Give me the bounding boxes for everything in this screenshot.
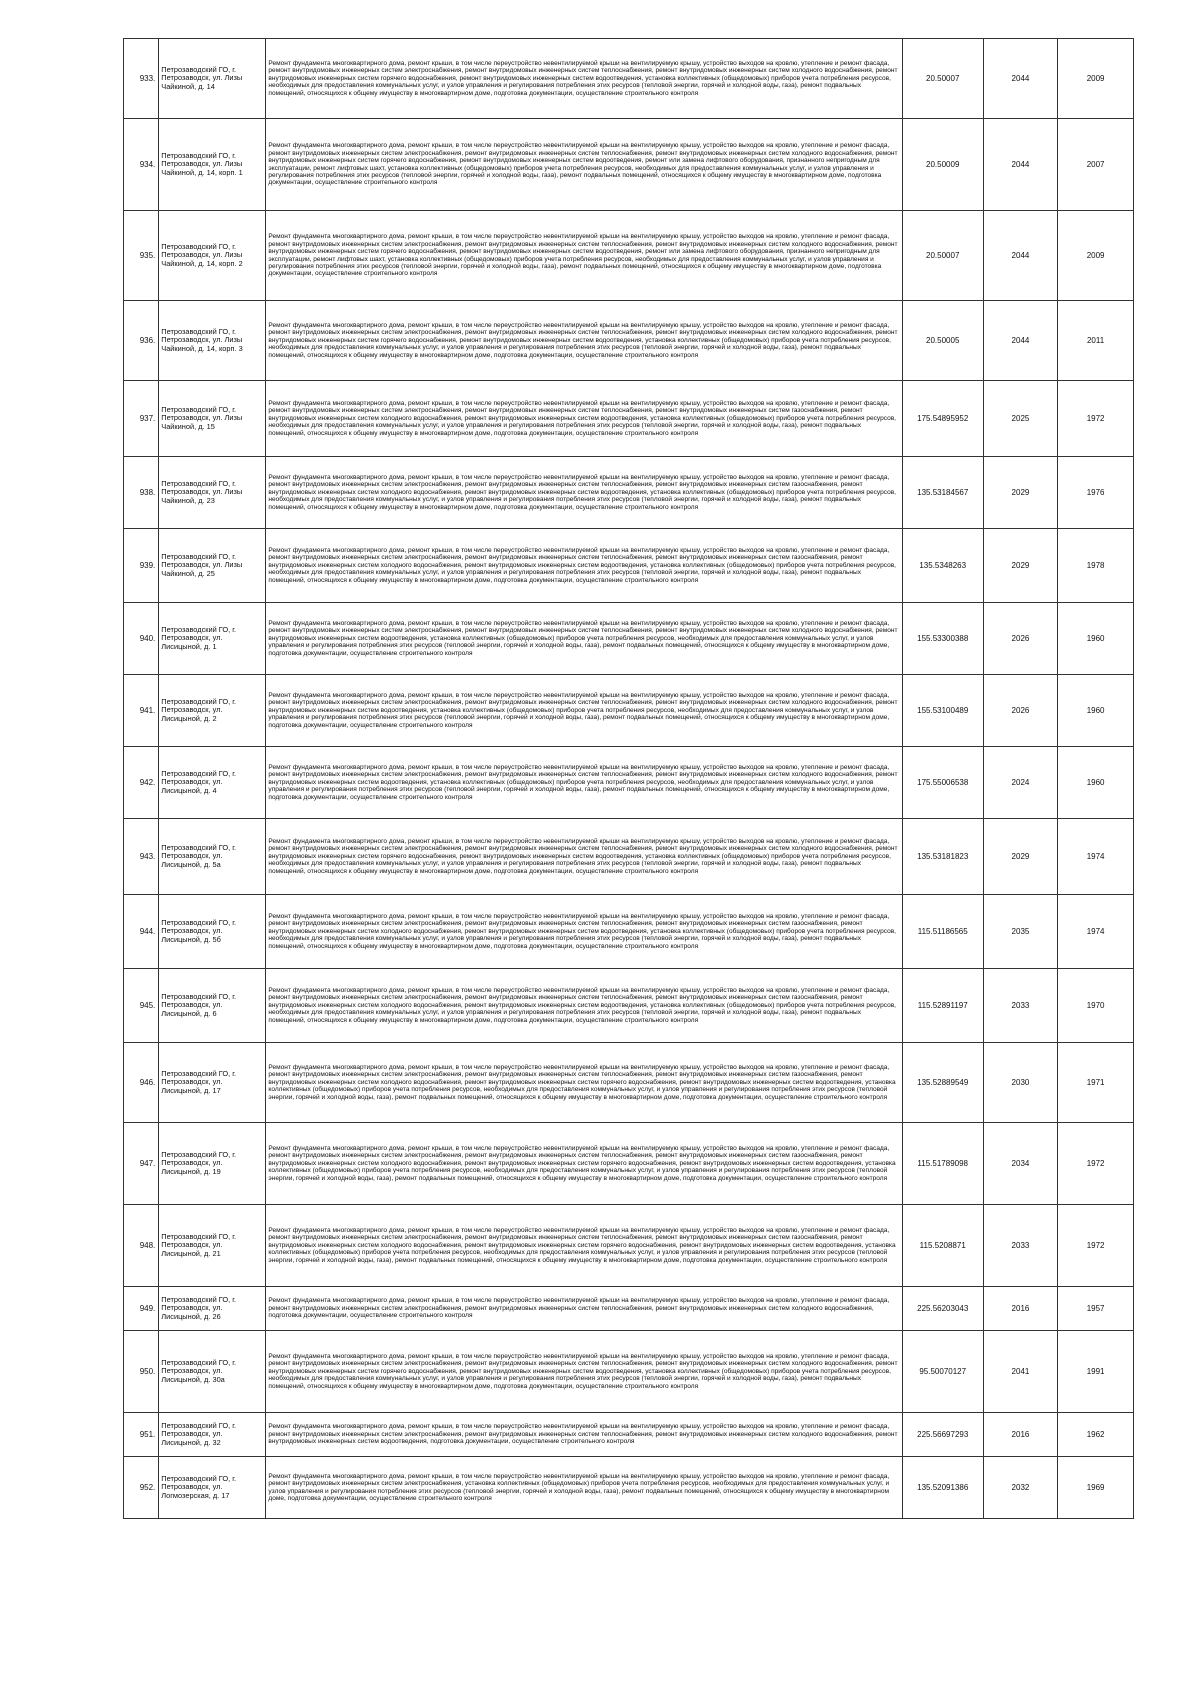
- built-year-cell: 1972: [1058, 1205, 1134, 1287]
- address-cell: Петрозаводский ГО, г. Петрозаводск, ул. Лизы Чайкиной, д. 14, корп. 2: [159, 211, 266, 301]
- planned-year-cell: 2016: [983, 1287, 1057, 1331]
- built-year-cell: 1957: [1058, 1287, 1134, 1331]
- built-year-cell: 2009: [1058, 211, 1134, 301]
- works-cell: Ремонт фундамента многоквартирного дома, ремонт крыши, в том числе переустройство невентилируемой крыши на вентилируемую крышу, устройство выходов на кровлю, утепление и ремонт фасада, ремонт внутридомовых инженерных систем электроснабжения, ремонт внутридомовых инженерных систем теплоснабжения, ремонт внутридомовых инженерных систем холодного водоснабжения, ремонт внутридомовых инженерных систем горячего водоснабжения, ремонт внутридомовых инженерных систем водоотведения, установка коллективных (общедомовых) приборов учета потребления ресурсов, необходимых для предоставления коммунальных услуг, и узлов управления и регулирования потребления этих ресурсов (тепловой энергии, горячей и холодной воды, газа), ремонт подвальных помещений, относящихся к общему имуществу в многоквартирном доме, подготовка документации, осуществление строительного контроля: [266, 1331, 902, 1413]
- table-row: [124, 819, 1134, 895]
- cost-cell: 20.50005: [902, 301, 983, 381]
- table-row: [124, 39, 1134, 119]
- cost-cell: 135.52091386: [902, 1457, 983, 1519]
- built-year-cell: 1974: [1058, 895, 1134, 969]
- cost-cell: 135.52889549: [902, 1043, 983, 1123]
- address-cell: Петрозаводский ГО, г. Петрозаводск, ул. Лисицыной, д. 5б: [159, 895, 266, 969]
- works-cell: Ремонт фундамента многоквартирного дома, ремонт крыши, в том числе переустройство невентилируемой крыши на вентилируемую крышу, устройство выходов на кровлю, утепление и ремонт фасада, ремонт внутридомовых инженерных систем электроснабжения, ремонт внутридомовых инженерных систем теплоснабжения, ремонт внутридомовых инженерных систем газоснабжения, ремонт внутридомовых инженерных систем холодного водоснабжения, ремонт внутридомовых инженерных систем горячего водоснабжения, ремонт внутридомовых инженерных систем водоотведения, установка коллективных (общедомовых) приборов учета потребления ресурсов, необходимых для предоставления коммунальных услуг, и узлов управления и регулирования потребления этих ресурсов (тепловой энергии, горячей и холодной воды, газа), ремонт подвальных помещений, относящихся к общему имуществу в многоквартирном доме, подготовка документации, осуществление строительного контроля: [266, 1205, 902, 1287]
- cost-cell: 225.56203043: [902, 1287, 983, 1331]
- planned-year-cell: 2034: [983, 1123, 1057, 1205]
- table-row: [124, 1331, 1134, 1413]
- address-cell: Петрозаводский ГО, г. Петрозаводск, ул. Лизы Чайкиной, д. 25: [159, 529, 266, 603]
- row-number: 933.: [124, 39, 159, 119]
- works-cell: Ремонт фундамента многоквартирного дома, ремонт крыши, в том числе переустройство невентилируемой крыши на вентилируемую крышу, устройство выходов на кровлю, утепление и ремонт фасада, ремонт внутридомовых инженерных систем электроснабжения, ремонт внутридомовых инженерных систем теплоснабжения, ремонт внутридомовых инженерных систем газоснабжения, ремонт внутридомовых инженерных систем холодного водоснабжения, ремонт внутридомовых инженерных систем водоотведения, установка коллективных (общедомовых) приборов учета потребления ресурсов, необходимых для предоставления коммунальных услуг, и узлов управления и регулирования потребления этих ресурсов (тепловой энергии, горячей и холодной воды, газа), ремонт подвальных помещений, относящихся к общему имуществу в многоквартирном доме, подготовка документации, осуществление строительного контроля: [266, 381, 902, 457]
- built-year-cell: 1991: [1058, 1331, 1134, 1413]
- address-cell: Петрозаводский ГО, г. Петрозаводск, ул. Лисицыной, д. 17: [159, 1043, 266, 1123]
- planned-year-cell: 2029: [983, 457, 1057, 529]
- built-year-cell: 1960: [1058, 675, 1134, 747]
- works-cell: Ремонт фундамента многоквартирного дома, ремонт крыши, в том числе переустройство невентилируемой крыши на вентилируемую крышу, устройство выходов на кровлю, утепление и ремонт фасада, ремонт внутридомовых инженерных систем электроснабжения, ремонт внутридомовых инженерных систем теплоснабжения, ремонт внутридомовых инженерных систем газоснабжения, ремонт внутридомовых инженерных систем холодного водоснабжения, ремонт внутридомовых инженерных систем горячего водоснабжения, ремонт внутридомовых инженерных систем водоотведения, установка коллективных (общедомовых) приборов учета потребления ресурсов, необходимых для предоставления коммунальных услуг, и узлов управления и регулирования потребления этих ресурсов (тепловой энергии, горячей и холодной воды, газа), ремонт подвальных помещений, относящихся к общему имуществу в многоквартирном доме, подготовка документации, осуществление строительного контроля: [266, 1123, 902, 1205]
- table-row: [124, 603, 1134, 675]
- address-cell: Петрозаводский ГО, г. Петрозаводск, ул. Лизы Чайкиной, д. 23: [159, 457, 266, 529]
- cost-cell: 135.53181823: [902, 819, 983, 895]
- planned-year-cell: 2016: [983, 1413, 1057, 1457]
- works-cell: Ремонт фундамента многоквартирного дома, ремонт крыши, в том числе переустройство невентилируемой крыши на вентилируемую крышу, устройство выходов на кровлю, утепление и ремонт фасада, ремонт внутридомовых инженерных систем электроснабжения, ремонт внутридомовых инженерных систем теплоснабжения, ремонт внутридомовых инженерных систем холодного водоснабжения, подготовка документации, осуществление строительного контроля: [266, 1287, 902, 1331]
- table-row: [124, 529, 1134, 603]
- built-year-cell: 2009: [1058, 39, 1134, 119]
- table-row: [124, 1457, 1134, 1519]
- address-cell: Петрозаводский ГО, г. Петрозаводск, ул. Лизы Чайкиной, д. 14, корп. 1: [159, 119, 266, 211]
- row-number: 949.: [124, 1287, 159, 1331]
- address-cell: Петрозаводский ГО, г. Петрозаводск, ул. Лизы Чайкиной, д. 14, корп. 3: [159, 301, 266, 381]
- planned-year-cell: 2041: [983, 1331, 1057, 1413]
- planned-year-cell: 2024: [983, 747, 1057, 819]
- works-cell: Ремонт фундамента многоквартирного дома, ремонт крыши, в том числе переустройство невентилируемой крыши на вентилируемую крышу, устройство выходов на кровлю, утепление и ремонт фасада, ремонт внутридомовых инженерных систем электроснабжения, ремонт внутридомовых инженерных систем теплоснабжения, ремонт внутридомовых инженерных систем холодного водоснабжения, ремонт внутридомовых инженерных систем горячего водоснабжения, ремонт внутридомовых инженерных систем водоотведения, установка коллективных (общедомовых) приборов учета потребления ресурсов, необходимых для предоставления коммунальных услуг, и узлов управления и регулирования потребления этих ресурсов (тепловой энергии, горячей и холодной воды, газа), ремонт подвальных помещений, относящихся к общему имуществу в многоквартирном доме, подготовка документации, осуществление строительного контроля: [266, 39, 902, 119]
- works-cell: Ремонт фундамента многоквартирного дома, ремонт крыши, в том числе переустройство невентилируемой крыши на вентилируемую крышу, устройство выходов на кровлю, утепление и ремонт фасада, ремонт внутридомовых инженерных систем электроснабжения, ремонт внутридомовых инженерных систем теплоснабжения, ремонт внутридомовых инженерных систем газоснабжения, ремонт внутридомовых инженерных систем холодного водоснабжения, ремонт внутридомовых инженерных систем горячего водоснабжения, ремонт внутридомовых инженерных систем водоотведения, установка коллективных (общедомовых) приборов учета потребления ресурсов, необходимых для предоставления коммунальных услуг, и узлов управления и регулирования потребления этих ресурсов (тепловой энергии, горячей и холодной воды, газа), ремонт подвальных помещений, относящихся к общему имуществу в многоквартирном доме, подготовка документации, осуществление строительного контроля: [266, 1043, 902, 1123]
- cost-cell: 155.53100489: [902, 675, 983, 747]
- built-year-cell: 1978: [1058, 529, 1134, 603]
- address-cell: Петрозаводский ГО, г. Петрозаводск, ул. Лизы Чайкиной, д. 15: [159, 381, 266, 457]
- works-cell: Ремонт фундамента многоквартирного дома, ремонт крыши, в том числе переустройство невентилируемой крыши на вентилируемую крышу, устройство выходов на кровлю, утепление и ремонт фасада, ремонт внутридомовых инженерных систем электроснабжения, ремонт внутридомовых инженерных систем теплоснабжения, ремонт внутридомовых инженерных систем газоснабжения, ремонт внутридомовых инженерных систем холодного водоснабжения, ремонт внутридомовых инженерных систем водоотведения, установка коллективных (общедомовых) приборов учета потребления ресурсов, необходимых для предоставления коммунальных услуг, и узлов управления и регулирования потребления этих ресурсов (тепловой энергии, горячей и холодной воды, газа), ремонт подвальных помещений, относящихся к общему имуществу в многоквартирном доме, подготовка документации, осуществление строительного контроля: [266, 895, 902, 969]
- table-row: [124, 1043, 1134, 1123]
- planned-year-cell: 2030: [983, 1043, 1057, 1123]
- table-row: [124, 1287, 1134, 1331]
- works-cell: Ремонт фундамента многоквартирного дома, ремонт крыши, в том числе переустройство невентилируемой крыши на вентилируемую крышу, устройство выходов на кровлю, утепление и ремонт фасада, ремонт внутридомовых инженерных систем электроснабжения, установка коллективных (общедомовых) приборов учета потребления ресурсов, необходимых для предоставления коммунальных услуг, и узлов управления и регулирования потребления этих ресурсов (тепловой энергии, горячей и холодной воды, газа), ремонт подвальных помещений, относящихся к общему имуществу в многоквартирном доме, подготовка документации, осуществление строительного контроля: [266, 1457, 902, 1519]
- table-row: [124, 381, 1134, 457]
- address-cell: Петрозаводский ГО, г. Петрозаводск, ул. Лисицыной, д. 2: [159, 675, 266, 747]
- built-year-cell: 2007: [1058, 119, 1134, 211]
- cost-cell: 115.51789098: [902, 1123, 983, 1205]
- cost-cell: 20.50007: [902, 211, 983, 301]
- table-row: [124, 675, 1134, 747]
- address-cell: Петрозаводский ГО, г. Петрозаводск, ул. Лисицыной, д. 19: [159, 1123, 266, 1205]
- row-number: 946.: [124, 1043, 159, 1123]
- table-body: [124, 39, 1134, 1519]
- planned-year-cell: 2033: [983, 1205, 1057, 1287]
- built-year-cell: 1962: [1058, 1413, 1134, 1457]
- planned-year-cell: 2026: [983, 603, 1057, 675]
- table-row: [124, 1123, 1134, 1205]
- table-row: [124, 119, 1134, 211]
- cost-cell: 175.54895952: [902, 381, 983, 457]
- planned-year-cell: 2033: [983, 969, 1057, 1043]
- planned-year-cell: 2044: [983, 301, 1057, 381]
- built-year-cell: 1972: [1058, 1123, 1134, 1205]
- works-cell: Ремонт фундамента многоквартирного дома, ремонт крыши, в том числе переустройство невентилируемой крыши на вентилируемую крышу, устройство выходов на кровлю, утепление и ремонт фасада, ремонт внутридомовых инженерных систем электроснабжения, ремонт внутридомовых инженерных систем теплоснабжения, ремонт внутридомовых инженерных систем холодного водоснабжения, ремонт внутридомовых инженерных систем горячего водоснабжения, ремонт внутридомовых инженерных систем водоотведения, ремонт или замена лифтового оборудования, признанного непригодным для эксплуатации, ремонт лифтовых шахт, установка коллективных (общедомовых) приборов учета потребления ресурсов, необходимых для предоставления коммунальных услуг, и узлов управления и регулирования потребления этих ресурсов (тепловой энергии, горячей и холодной воды, газа), ремонт подвальных помещений, относящихся к общему имуществу в многоквартирном доме, подготовка документации, осуществление строительного контроля: [266, 211, 902, 301]
- row-number: 951.: [124, 1413, 159, 1457]
- row-number: 942.: [124, 747, 159, 819]
- row-number: 938.: [124, 457, 159, 529]
- planned-year-cell: 2026: [983, 675, 1057, 747]
- planned-year-cell: 2044: [983, 211, 1057, 301]
- row-number: 937.: [124, 381, 159, 457]
- address-cell: Петрозаводский ГО, г. Петрозаводск, ул. Лисицыной, д. 32: [159, 1413, 266, 1457]
- row-number: 935.: [124, 211, 159, 301]
- address-cell: Петрозаводский ГО, г. Петрозаводск, ул. Лисицыной, д. 30а: [159, 1331, 266, 1413]
- address-cell: Петрозаводский ГО, г. Петрозаводск, ул. Лисицыной, д. 6: [159, 969, 266, 1043]
- planned-year-cell: 2044: [983, 39, 1057, 119]
- planned-year-cell: 2044: [983, 119, 1057, 211]
- cost-cell: 225.56697293: [902, 1413, 983, 1457]
- built-year-cell: 1960: [1058, 603, 1134, 675]
- cost-cell: 155.53300388: [902, 603, 983, 675]
- row-number: 939.: [124, 529, 159, 603]
- built-year-cell: 1974: [1058, 819, 1134, 895]
- planned-year-cell: 2035: [983, 895, 1057, 969]
- built-year-cell: 1971: [1058, 1043, 1134, 1123]
- cost-cell: 115.51186565: [902, 895, 983, 969]
- works-cell: Ремонт фундамента многоквартирного дома, ремонт крыши, в том числе переустройство невентилируемой крыши на вентилируемую крышу, устройство выходов на кровлю, утепление и ремонт фасада, ремонт внутридомовых инженерных систем электроснабжения, ремонт внутридомовых инженерных систем теплоснабжения, ремонт внутридомовых инженерных систем холодного водоснабжения, ремонт внутридомовых инженерных систем водоотведения, подготовка документации, осуществление строительного контроля: [266, 1413, 902, 1457]
- planned-year-cell: 2029: [983, 529, 1057, 603]
- works-cell: Ремонт фундамента многоквартирного дома, ремонт крыши, в том числе переустройство невентилируемой крыши на вентилируемую крышу, устройство выходов на кровлю, утепление и ремонт фасада, ремонт внутридомовых инженерных систем электроснабжения, ремонт внутридомовых инженерных систем теплоснабжения, ремонт внутридомовых инженерных систем газоснабжения, ремонт внутридомовых инженерных систем холодного водоснабжения, ремонт внутридомовых инженерных систем водоотведения, установка коллективных (общедомовых) приборов учета потребления ресурсов, необходимых для предоставления коммунальных услуг, и узлов управления и регулирования потребления этих ресурсов (тепловой энергии, горячей и холодной воды, газа), ремонт подвальных помещений, относящихся к общему имуществу в многоквартирном доме, подготовка документации, осуществление строительного контроля: [266, 529, 902, 603]
- row-number: 940.: [124, 603, 159, 675]
- address-cell: Петрозаводский ГО, г. Петрозаводск, ул. Лисицыной, д. 1: [159, 603, 266, 675]
- row-number: 943.: [124, 819, 159, 895]
- built-year-cell: 2011: [1058, 301, 1134, 381]
- row-number: 952.: [124, 1457, 159, 1519]
- row-number: 941.: [124, 675, 159, 747]
- works-cell: Ремонт фундамента многоквартирного дома, ремонт крыши, в том числе переустройство невентилируемой крыши на вентилируемую крышу, устройство выходов на кровлю, утепление и ремонт фасада, ремонт внутридомовых инженерных систем электроснабжения, ремонт внутридомовых инженерных систем теплоснабжения, ремонт внутридомовых инженерных систем холодного водоснабжения, ремонт внутридомовых инженерных систем водоотведения, установка коллективных (общедомовых) приборов учета потребления ресурсов, необходимых для предоставления коммунальных услуг, и узлов управления и регулирования потребления этих ресурсов (тепловой энергии, горячей и холодной воды, газа), ремонт подвальных помещений, относящихся к общему имуществу в многоквартирном доме, подготовка документации, осуществление строительного контроля: [266, 675, 902, 747]
- address-cell: Петрозаводский ГО, г. Петрозаводск, ул. Логмозерская, д. 17: [159, 1457, 266, 1519]
- row-number: 947.: [124, 1123, 159, 1205]
- address-cell: Петрозаводский ГО, г. Петрозаводск, ул. Лисицыной, д. 4: [159, 747, 266, 819]
- address-cell: Петрозаводский ГО, г. Петрозаводск, ул. Лисицыной, д. 5а: [159, 819, 266, 895]
- cost-cell: 20.50007: [902, 39, 983, 119]
- planned-year-cell: 2032: [983, 1457, 1057, 1519]
- table-row: [124, 747, 1134, 819]
- row-number: 945.: [124, 969, 159, 1043]
- cost-cell: 135.53184567: [902, 457, 983, 529]
- works-cell: Ремонт фундамента многоквартирного дома, ремонт крыши, в том числе переустройство невентилируемой крыши на вентилируемую крышу, устройство выходов на кровлю, утепление и ремонт фасада, ремонт внутридомовых инженерных систем электроснабжения, ремонт внутридомовых инженерных систем теплоснабжения, ремонт внутридомовых инженерных систем холодного водоснабжения, ремонт внутридомовых инженерных систем горячего водоснабжения, ремонт внутридомовых инженерных систем водоотведения, установка коллективных (общедомовых) приборов учета потребления ресурсов, необходимых для предоставления коммунальных услуг, и узлов управления и регулирования потребления этих ресурсов (тепловой энергии, горячей и холодной воды, газа), ремонт подвальных помещений, относящихся к общему имуществу в многоквартирном доме, подготовка документации, осуществление строительного контроля: [266, 301, 902, 381]
- works-cell: Ремонт фундамента многоквартирного дома, ремонт крыши, в том числе переустройство невентилируемой крыши на вентилируемую крышу, устройство выходов на кровлю, утепление и ремонт фасада, ремонт внутридомовых инженерных систем электроснабжения, ремонт внутридомовых инженерных систем теплоснабжения, ремонт внутридомовых инженерных систем холодного водоснабжения, ремонт внутридомовых инженерных систем водоотведения, установка коллективных (общедомовых) приборов учета потребления ресурсов, необходимых для предоставления коммунальных услуг, и узлов управления и регулирования потребления этих ресурсов (тепловой энергии, горячей и холодной воды, газа), ремонт подвальных помещений, относящихся к общему имуществу в многоквартирном доме, подготовка документации, осуществление строительного контроля: [266, 747, 902, 819]
- planned-year-cell: 2025: [983, 381, 1057, 457]
- address-cell: Петрозаводский ГО, г. Петрозаводск, ул. Лизы Чайкиной, д. 14: [159, 39, 266, 119]
- cost-cell: 175.55006538: [902, 747, 983, 819]
- works-cell: Ремонт фундамента многоквартирного дома, ремонт крыши, в том числе переустройство невентилируемой крыши на вентилируемую крышу, устройство выходов на кровлю, утепление и ремонт фасада, ремонт внутридомовых инженерных систем электроснабжения, ремонт внутридомовых инженерных систем теплоснабжения, ремонт внутридомовых инженерных систем газоснабжения, ремонт внутридомовых инженерных систем холодного водоснабжения, ремонт внутридомовых инженерных систем водоотведения, установка коллективных (общедомовых) приборов учета потребления ресурсов, необходимых для предоставления коммунальных услуг, и узлов управления и регулирования потребления этих ресурсов (тепловой энергии, горячей и холодной воды, газа), ремонт подвальных помещений, относящихся к общему имуществу в многоквартирном доме, подготовка документации, осуществление строительного контроля: [266, 457, 902, 529]
- row-number: 950.: [124, 1331, 159, 1413]
- cost-cell: 115.52891197: [902, 969, 983, 1043]
- works-cell: Ремонт фундамента многоквартирного дома, ремонт крыши, в том числе переустройство невентилируемой крыши на вентилируемую крышу, устройство выходов на кровлю, утепление и ремонт фасада, ремонт внутридомовых инженерных систем электроснабжения, ремонт внутридомовых инженерных систем теплоснабжения, ремонт внутридомовых инженерных систем газоснабжения, ремонт внутридомовых инженерных систем холодного водоснабжения, ремонт внутридомовых инженерных систем водоотведения, установка коллективных (общедомовых) приборов учета потребления ресурсов, необходимых для предоставления коммунальных услуг, и узлов управления и регулирования потребления этих ресурсов (тепловой энергии, горячей и холодной воды, газа), ремонт подвальных помещений, относящихся к общему имуществу в многоквартирном доме, подготовка документации, осуществление строительного контроля: [266, 969, 902, 1043]
- row-number: 936.: [124, 301, 159, 381]
- row-number: 948.: [124, 1205, 159, 1287]
- row-number: 944.: [124, 895, 159, 969]
- address-cell: Петрозаводский ГО, г. Петрозаводск, ул. Лисицыной, д. 26: [159, 1287, 266, 1331]
- cost-cell: 135.5348263: [902, 529, 983, 603]
- cost-cell: 20.50009: [902, 119, 983, 211]
- address-cell: Петрозаводский ГО, г. Петрозаводск, ул. Лисицыной, д. 21: [159, 1205, 266, 1287]
- works-cell: Ремонт фундамента многоквартирного дома, ремонт крыши, в том числе переустройство невентилируемой крыши на вентилируемую крышу, устройство выходов на кровлю, утепление и ремонт фасада, ремонт внутридомовых инженерных систем электроснабжения, ремонт внутридомовых инженерных систем теплоснабжения, ремонт внутридомовых инженерных систем холодного водоснабжения, ремонт внутридомовых инженерных систем горячего водоснабжения, ремонт внутридомовых инженерных систем водоотведения, установка коллективных (общедомовых) приборов учета потребления ресурсов, необходимых для предоставления коммунальных услуг, и узлов управления и регулирования потребления этих ресурсов (тепловой энергии, горячей и холодной воды, газа), ремонт подвальных помещений, относящихся к общему имуществу в многоквартирном доме, подготовка документации, осуществление строительного контроля: [266, 819, 902, 895]
- row-number: 934.: [124, 119, 159, 211]
- planned-year-cell: 2029: [983, 819, 1057, 895]
- table-row: [124, 211, 1134, 301]
- cost-cell: 95.50070127: [902, 1331, 983, 1413]
- table-row: [124, 457, 1134, 529]
- built-year-cell: 1972: [1058, 381, 1134, 457]
- built-year-cell: 1969: [1058, 1457, 1134, 1519]
- works-cell: Ремонт фундамента многоквартирного дома, ремонт крыши, в том числе переустройство невентилируемой крыши на вентилируемую крышу, устройство выходов на кровлю, утепление и ремонт фасада, ремонт внутридомовых инженерных систем электроснабжения, ремонт внутридомовых инженерных систем теплоснабжения, ремонт внутридомовых инженерных систем холодного водоснабжения, ремонт внутридомовых инженерных систем горячего водоснабжения, ремонт внутридомовых инженерных систем водоотведения, ремонт или замена лифтового оборудования, признанного непригодным для эксплуатации, ремонт лифтовых шахт, установка коллективных (общедомовых) приборов учета потребления ресурсов, необходимых для предоставления коммунальных услуг, и узлов управления и регулирования потребления этих ресурсов (тепловой энергии, горячей и холодной воды, газа), ремонт подвальных помещений, относящихся к общему имуществу в многоквартирном доме, подготовка документации, осуществление строительного контроля: [266, 119, 902, 211]
- built-year-cell: 1976: [1058, 457, 1134, 529]
- table-row: [124, 1413, 1134, 1457]
- cost-cell: 115.5208871: [902, 1205, 983, 1287]
- repair-schedule-table: [123, 38, 1134, 1519]
- built-year-cell: 1960: [1058, 747, 1134, 819]
- table-row: [124, 895, 1134, 969]
- built-year-cell: 1970: [1058, 969, 1134, 1043]
- table-row: [124, 1205, 1134, 1287]
- works-cell: Ремонт фундамента многоквартирного дома, ремонт крыши, в том числе переустройство невентилируемой крыши на вентилируемую крышу, устройство выходов на кровлю, утепление и ремонт фасада, ремонт внутридомовых инженерных систем электроснабжения, ремонт внутридомовых инженерных систем теплоснабжения, ремонт внутридомовых инженерных систем холодного водоснабжения, ремонт внутридомовых инженерных систем водоотведения, установка коллективных (общедомовых) приборов учета потребления ресурсов, необходимых для предоставления коммунальных услуг, и узлов управления и регулирования потребления этих ресурсов (тепловой энергии, горячей и холодной воды, газа), ремонт подвальных помещений, относящихся к общему имуществу в многоквартирном доме, подготовка документации, осуществление строительного контроля: [266, 603, 902, 675]
- table-row: [124, 969, 1134, 1043]
- table-row: [124, 301, 1134, 381]
